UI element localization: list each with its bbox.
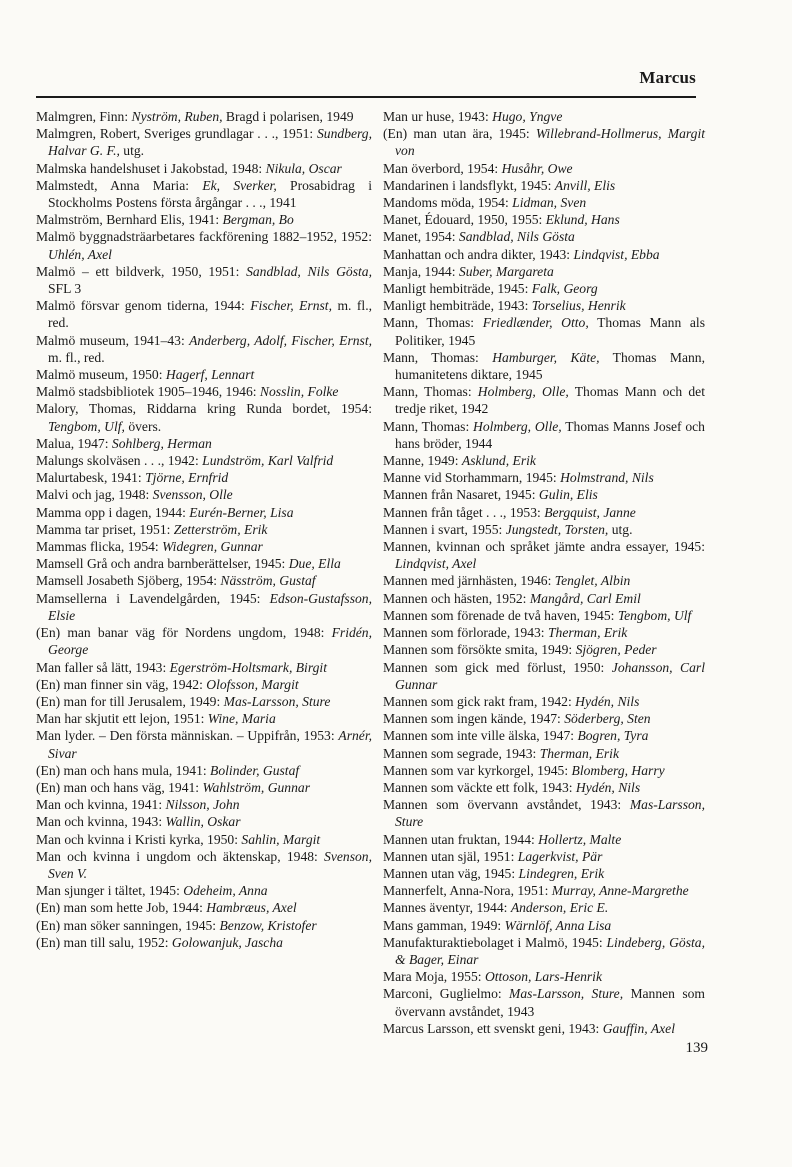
entry-title: Malmö byggnadsträarbetares fackförening 1882–1952, 1952: [36,229,372,245]
index-entry [36,659,372,676]
index-entry [383,297,705,314]
entry-title: (En) man som hette Job, 1944: [36,900,207,916]
entry-title: (En) man och hans väg, 1941: [36,779,203,795]
index-entry [383,779,705,796]
entry-title: (En) man for till Jerusalem, 1949: [36,693,224,709]
entry-author: Mas-Larsson, Sture [395,797,705,830]
entry-note: SFL 3 [48,281,82,297]
running-header [36,68,696,94]
index-entry [383,246,705,263]
entry-author: Lindegren, Erik [518,865,605,881]
entry-author: Suber, Margareta [458,263,554,279]
index-entry [36,383,372,400]
entry-title: Mannen utan fruktan, 1944: [383,831,539,847]
entry-author: Edson-Gustafsson, Elsie [48,590,372,623]
index-entry [383,349,705,383]
entry-title: Mamma tar priset, 1951: [36,521,174,537]
entry-author: Sandblad, Nils Gösta [458,229,575,245]
entry-author: Anderson, Eric E. [510,900,609,916]
entry-title: Mammas flicka, 1954: [36,539,163,555]
index-entry [36,848,372,882]
entry-author: Benzow, Kristofer [219,917,317,933]
entry-author: Therman, Erik [547,625,628,641]
entry-title: Mans gamman, 1949: [383,917,505,933]
entry-title: (En) man och hans mula, 1941: [36,762,211,778]
entry-author: Tengbom, Ulf [617,607,692,623]
entry-author: Näsström, Gustaf [220,573,316,589]
index-entry [36,177,372,211]
entry-title: Malmstedt, Anna Maria: [36,177,203,193]
entry-title: Man faller så lätt, 1943: [36,659,170,675]
entry-title: Mamma opp i dagen, 1944: [36,504,190,520]
entry-author: Lindqvist, Ebba [573,246,660,262]
entry-author: Asklund, Erik [461,453,536,469]
entry-author: Hydén, Nils [575,779,641,795]
entry-author: Blomberg, Harry [571,762,665,778]
entry-author: Svenson, Sven V. [48,848,372,881]
entry-title: Mannen som övervann avståndet, 1943: [383,797,630,813]
index-entry [383,624,705,641]
entry-author: Holmberg, Olle, [477,384,569,400]
entry-author: Friedlænder, Otto, [482,315,589,331]
entry-title: (En) man utan ära, 1945: [383,126,536,142]
index-entry [383,882,705,899]
entry-author: Wärnlöf, Anna Lisa [504,917,612,933]
entry-title: Mara Moja, 1955: [383,969,485,985]
entry-note: övers. [124,418,162,434]
index-entry [383,745,705,762]
entry-author: Anderberg, Adolf, Fischer, Ernst, [189,332,372,348]
entry-title: Manne, 1949: [383,453,462,469]
entry-title: Malmö museum, 1950: [36,367,166,383]
index-entry [36,400,372,434]
index-entry [383,211,705,228]
entry-title: Manligt hembiträde, 1943: [383,298,532,314]
index-entry [36,263,372,297]
entry-author: Uhlén, Axel [48,246,112,262]
entry-title: Manet, 1954: [383,229,459,245]
index-entry [383,263,705,280]
entry-author: Sahlin, Margit [241,831,321,847]
entry-author: Therman, Erik [539,745,619,761]
entry-title: Mannen som gick rakt fram, 1942: [383,693,576,709]
entry-author: Hydén, Nils [575,693,640,709]
index-entry [36,762,372,779]
entry-author: Wallin, Oskar [165,814,241,830]
index-entry [36,435,372,452]
entry-title: Mamsellerna i Lavendelgården, 1945: [36,590,270,606]
index-entry [36,228,372,262]
entry-note: m. fl., red. [48,349,105,365]
entry-author: Söderberg, Sten [564,711,651,727]
index-entry [36,882,372,899]
entry-author: Bergman, Bo [222,212,294,228]
entry-author: Svensson, Olle [152,487,233,503]
entry-author: Gauffin, Axel [602,1020,675,1036]
index-entry [36,590,372,624]
index-entry [36,727,372,761]
index-entry [383,383,705,417]
entry-title: Mann, Thomas: [383,315,483,331]
entry-title: Malungs skolväsen . . ., 1942: [36,453,203,469]
entry-title: Manja, 1944: [383,263,459,279]
index-entry [383,572,705,589]
index-entry [36,779,372,796]
entry-title: Manet, Édouard, 1950, 1955: [383,212,546,228]
header-rule [36,96,696,98]
entry-title: Mannen som väckte ett folk, 1943: [383,779,576,795]
entry-author: Sundberg, Halvar G. F., [48,126,372,159]
entry-note: utg. [608,521,633,537]
index-entry [36,555,372,572]
entry-title: Malmö – ett bildverk, 1950, 1951: [36,263,247,279]
index-entry [36,624,372,658]
entry-title: Mannen som försökte smita, 1949: [383,642,576,658]
index-entry [383,934,705,968]
entry-title: Mannen i svart, 1955: [383,521,506,537]
entry-author: Nosslin, Folke [259,384,339,400]
entry-author: Mas-Larsson, Sture [223,693,331,709]
index-entry [36,125,372,159]
entry-author: Tjörne, Ernfrid [145,470,229,486]
index-entry [383,504,705,521]
entry-author: Nyström, Ruben, [131,109,223,124]
index-entry [383,160,705,177]
entry-title: Man och kvinna, 1941: [36,797,166,813]
entry-title: (En) man finner sin väg, 1942: [36,676,207,692]
entry-author: Murray, Anne-Margrethe [551,883,689,899]
entry-title: Man sjunger i tältet, 1945: [36,883,184,899]
entry-title: Mannen som förlorade, 1943: [383,625,548,641]
entry-author: Holmberg, Olle, [473,418,562,434]
entry-title: Mannen som förenade de två haven, 1945: [383,607,618,623]
entry-author: Bogren, Tyra [577,728,649,744]
entry-note: m. fl., red. [48,298,372,331]
entry-title: (En) man söker sanningen, 1945: [36,917,220,933]
index-entry [36,160,372,177]
entry-note: Bragd i polarisen, 1949 [222,109,354,124]
entry-title: Marconi, Guglielmo: [383,986,510,1002]
index-entry [383,1020,705,1037]
entry-title: Manne vid Storhammarn, 1945: [383,470,561,486]
entry-author: Johansson, Carl Gunnar [395,659,705,692]
entry-author: Hamburger, Käte, [492,349,600,365]
index-entry [383,693,705,710]
header-title: Marcus [639,68,696,87]
entry-author: Lagerkvist, Pär [517,848,603,864]
entry-title: (En) man till salu, 1952: [36,934,172,950]
entry-author: Tenglet, Albin [554,573,631,589]
page-number: 139 [685,1040,708,1056]
entry-note: Thomas Mann och det tredje riket, 1942 [395,384,705,417]
index-entry [383,228,705,245]
entry-author: Nikula, Oscar [265,160,342,176]
index-entry [36,796,372,813]
entry-author: Falk, Georg [531,281,598,297]
index-entry [383,899,705,916]
index-entry [383,314,705,348]
index-entry [383,710,705,727]
index-entry [383,452,705,469]
entry-author: Bolinder, Gustaf [210,762,300,778]
entry-author: Husåhr, Owe [501,160,573,176]
entry-author: Sohlberg, Herman [111,435,212,451]
entry-title: Man och kvinna i ungdom och äktenskap, 1948: [36,848,325,864]
entry-author: Eurén-Berner, Lisa [189,504,294,520]
entry-author: Zetterström, Erik [173,521,268,537]
entry-title: Man ur huse, 1943: [383,109,493,124]
entry-title: Malmska handelshuset i Jakobstad, 1948: [36,160,266,176]
entry-author: Fridén, George [48,625,372,658]
entry-author: Torselius, Henrik [531,298,626,314]
index-entry [383,985,705,1019]
index-entry [36,486,372,503]
index-entry [36,693,372,710]
entry-title: Man och kvinna i Kristi kyrka, 1950: [36,831,242,847]
entry-title: Malory, Thomas, Riddarna kring Runda bordet, 1954: [36,401,372,417]
entry-title: Mamsell Josabeth Sjöberg, 1954: [36,573,221,589]
entry-title: Mannen som ingen kände, 1947: [383,711,565,727]
index-entry [383,538,705,572]
entry-title: Mannen från tåget . . ., 1953: [383,504,545,520]
entry-title: Mannen och hästen, 1952: [383,590,530,606]
entry-note: Thomas Mann als Politiker, 1945 [395,315,705,348]
entry-author: Odeheim, Anna [183,883,268,899]
entry-author: Eklund, Hans [545,212,620,228]
entry-note: utg. [119,143,145,159]
entry-author: Wine, Maria [207,711,276,727]
index-entry [383,194,705,211]
entry-author: Hollertz, Malte [538,831,622,847]
entry-title: Marcus Larsson, ett svenskt geni, 1943: [383,1020,603,1036]
index-entry [383,917,705,934]
entry-title: Mannen från Nasaret, 1945: [383,487,539,503]
index-entry [36,831,372,848]
index-entry [383,848,705,865]
entry-author: Nilsson, John [165,797,240,813]
entry-title: Malurtabesk, 1941: [36,470,146,486]
index-entry [383,177,705,194]
entry-title: Man och kvinna, 1943: [36,814,166,830]
entry-title: Manligt hembiträde, 1945: [383,281,532,297]
entry-title: Malvi och jag, 1948: [36,487,153,503]
entry-title: Mannen som segrade, 1943: [383,745,540,761]
entry-author: Hambræus, Axel [206,900,297,916]
entry-author: Jungstedt, Torsten, [505,521,609,537]
index-entry [383,831,705,848]
index-entry [36,899,372,916]
index-entry [36,813,372,830]
index-entry [383,125,705,159]
entry-author: Hugo, Yngve [492,109,563,124]
entry-author: Bergquist, Janne [544,504,636,520]
entry-author: Arnér, Sivar [48,728,372,761]
entry-title: Malmgren, Robert, Sveriges grundlagar . . ., 1951: [36,126,317,142]
index-entry [36,710,372,727]
index-entry [383,521,705,538]
entry-title: Mannen som inte ville älska, 1947: [383,728,578,744]
entry-title: Mannerfelt, Anna-Nora, 1951: [383,883,552,899]
entry-title: Malmö försvar genom tiderna, 1944: [36,298,251,314]
entry-title: Mamsell Grå och andra barnberättelser, 1945: [36,556,289,572]
entry-note: Prosabidrag i Stockholms Postens första årgångar . . ., 1941 [48,177,372,211]
entry-title: Mannen som gick med förlust, 1950: [383,659,612,675]
entry-author: Hagerf, Lennart [165,367,255,383]
index-entry [383,590,705,607]
entry-author: Lindqvist, Axel [395,556,477,572]
index-entry [36,917,372,934]
entry-title: Malmö museum, 1941–43: [36,332,190,348]
entry-author: Mangård, Carl Emil [529,590,641,606]
entry-author: Wahlström, Gunnar [202,779,310,795]
entry-author: Lidman, Sven [512,195,587,211]
entry-title: Mannen som var kyrkorgel, 1945: [383,762,572,778]
entry-title: (En) man banar väg för Nordens ungdom, 1948: [36,625,332,641]
entry-author: Gulin, Elis [538,487,598,503]
entry-author: Anvill, Elis [554,177,616,193]
index-entry [36,332,372,366]
index-entry [36,676,372,693]
entry-title: Man överbord, 1954: [383,160,502,176]
entry-title: Mann, Thomas: [383,349,493,365]
entry-author: Willebrand-Hollmerus, Margit von [395,126,705,159]
entry-title: Mannen utan själ, 1951: [383,848,518,864]
entry-title: Mannen utan väg, 1945: [383,865,519,881]
entry-title: Man lyder. – Den första människan. – Uppifrån, 1953: [36,728,339,744]
entry-title: Malua, 1947: [36,435,112,451]
index-entry [36,108,372,125]
index-entry [36,211,372,228]
entry-author: Egerström-Holtsmark, Birgit [169,659,327,675]
entry-title: Mann, Thomas: [383,384,478,400]
entry-author: Sjögren, Peder [575,642,657,658]
index-entry [36,934,372,951]
index-entry [383,486,705,503]
entry-note: Thomas Manns Josef och hans bröder, 1944 [395,418,705,451]
left-column [36,108,372,951]
index-entry [383,108,705,125]
entry-title: Malmström, Bernhard Elis, 1941: [36,212,223,228]
index-entry [36,504,372,521]
entry-author: Sandblad, Nils Gösta, [246,263,372,279]
index-entry [383,280,705,297]
entry-title: Malmö stadsbibliotek 1905–1946, 1946: [36,384,260,400]
index-entry [36,366,372,383]
entry-note: Thomas Mann, humanitetens diktare, 1945 [395,349,705,383]
entry-author: Olofsson, Margit [206,676,299,692]
index-entry [383,796,705,830]
entry-author: Holmstrand, Nils [560,470,654,486]
entry-author: Fischer, Ernst, [250,298,332,314]
index-entry [383,659,705,693]
index-entry [383,968,705,985]
entry-note: Mannen som övervann avståndet, 1943 [395,986,705,1019]
entry-author: Golowanjuk, Jascha [171,934,283,950]
entry-author: Tengbom, Ulf, [48,418,125,434]
entry-author: Mas-Larsson, Sture, [509,986,624,1002]
entry-author: Due, Ella [288,556,341,572]
entry-title: Manhattan och andra dikter, 1943: [383,246,574,262]
index-entry [36,297,372,331]
entry-title: Mandoms möda, 1954: [383,195,513,211]
entry-author: Widegren, Gunnar [162,539,263,555]
entry-title: Malmgren, Finn: [36,109,132,124]
entry-title: Mannen, kvinnan och språket jämte andra essayer, 1945: [383,539,705,555]
entry-author: Lundström, Karl Valfrid [202,453,334,469]
index-entry [383,727,705,744]
index-entry [36,521,372,538]
index-entry [36,452,372,469]
entry-title: Mannes äventyr, 1944: [383,900,511,916]
entry-title: Mann, Thomas: [383,418,474,434]
index-entry [383,762,705,779]
entry-author: Ek, Sverker, [202,177,277,193]
index-entry [383,418,705,452]
index-entry [36,572,372,589]
entry-author: Lindeberg, Gösta, & Bager, Einar [395,934,705,967]
index-entry [36,469,372,486]
entry-title: Manufakturaktiebolaget i Malmö, 1945: [383,934,607,950]
index-entry [383,469,705,486]
index-entry [383,641,705,658]
entry-title: Mannen med järnhästen, 1946: [383,573,555,589]
entry-title: Mandarinen i landsflykt, 1945: [383,177,555,193]
index-entry [36,538,372,555]
index-entry [383,607,705,624]
entry-author: Ottoson, Lars-Henrik [484,969,602,985]
index-entry [383,865,705,882]
entry-title: Man har skjutit ett lejon, 1951: [36,711,208,727]
right-column [383,108,705,1037]
